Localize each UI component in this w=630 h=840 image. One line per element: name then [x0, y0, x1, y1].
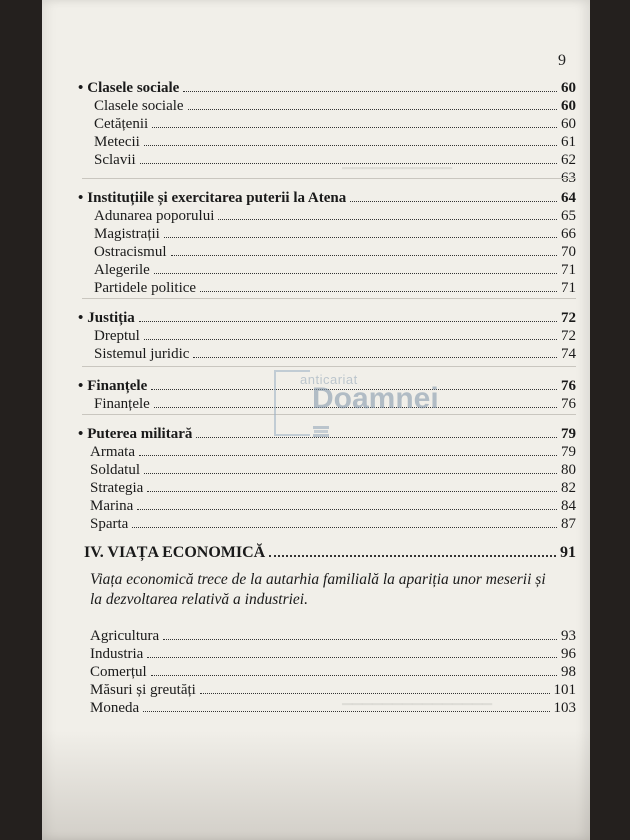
toc-chapter-viata-economica: [84, 544, 576, 564]
page-shadow: [42, 730, 590, 840]
dot-leader: [350, 201, 557, 202]
toc-entry-label: Strategia: [90, 480, 144, 496]
dot-leader: [152, 127, 557, 128]
toc-entry: [94, 134, 576, 152]
page-number: 9: [558, 52, 566, 69]
toc-section-justitia: [78, 310, 576, 330]
toc-page-number: 76: [561, 378, 576, 394]
chapter-intro-text: Viața economică trece de la autarhia familială la apariția unor meserii și la dezvoltarea relativă a industriei.: [90, 571, 546, 608]
toc-page-number: 91: [560, 544, 576, 561]
dot-leader: [132, 527, 557, 528]
book-page: [42, 0, 590, 840]
toc-page-number: 71: [561, 280, 576, 296]
toc-entry: [94, 98, 576, 116]
dot-leader: [147, 491, 557, 492]
dot-leader: [139, 321, 557, 322]
toc-section-title: Instituțiile și exercitarea puterii la Atena: [87, 190, 347, 206]
toc-page-number: 61: [561, 134, 576, 150]
toc-entry: [94, 328, 576, 346]
dot-leader: [200, 291, 557, 292]
toc-entry-label: Sistemul juridic: [94, 346, 190, 362]
bullet-icon: •: [78, 80, 84, 96]
toc-page-number: 93: [561, 628, 576, 644]
show-through-text: ▁▁▁▁▁▁▁▁▁▁▁: [342, 154, 452, 169]
toc-page-number: 101: [553, 682, 576, 698]
toc-entry-label: Marina: [90, 498, 134, 514]
toc-section-clasele-sociale: [78, 80, 576, 100]
toc-entry-label: Industria: [90, 646, 144, 662]
toc-entry: [90, 700, 576, 718]
dot-leader: [188, 109, 557, 110]
watermark-line1: anticariat: [300, 372, 358, 387]
toc-section-title: Puterea militară: [87, 426, 193, 442]
toc-page-number: 79: [561, 444, 576, 460]
toc-entry-label: Soldatul: [90, 462, 141, 478]
dot-leader: [183, 91, 557, 92]
toc-entry: [94, 244, 576, 262]
separator: [82, 178, 576, 179]
toc-entry-label: Finanțele: [94, 396, 150, 412]
dot-leader: [200, 693, 550, 694]
separator: [82, 366, 576, 367]
toc-entry-label: Moneda: [90, 700, 140, 716]
toc-page-number: 72: [561, 310, 576, 326]
dot-leader: [151, 675, 557, 676]
toc-section-title: Justiția: [87, 310, 135, 326]
toc-page-number: 70: [561, 244, 576, 260]
toc-page-number: 65: [561, 208, 576, 224]
toc-page-number: 74: [561, 346, 576, 362]
toc-entry-label: Armata: [90, 444, 135, 460]
toc-section-title: Clasele sociale: [87, 80, 180, 96]
toc-page-number: 84: [561, 498, 576, 514]
toc-entry: [94, 152, 576, 170]
toc-page-number: 82: [561, 480, 576, 496]
toc-entry-label: Comerțul: [90, 664, 147, 680]
toc-entry-label: Metecii: [94, 134, 140, 150]
dot-leader: [144, 473, 557, 474]
dot-leader: [139, 455, 557, 456]
toc-entry-label: Dreptul: [94, 328, 140, 344]
toc-entry-label: Adunarea poporului: [94, 208, 215, 224]
toc-page-number: 60: [561, 98, 576, 114]
toc-entry-label: Sparta: [90, 516, 129, 532]
bullet-icon: •: [78, 426, 84, 442]
toc-page-number: 96: [561, 646, 576, 662]
toc-page-number: 60: [561, 116, 576, 132]
toc-page-number: 63: [561, 170, 576, 186]
toc-entry: [90, 628, 576, 646]
bullet-icon: •: [78, 310, 84, 326]
toc-page-number: 76: [561, 396, 576, 412]
watermark-logo: [274, 370, 454, 450]
dot-leader: [269, 555, 556, 557]
toc-entry-label: Agricultura: [90, 628, 160, 644]
toc-page-number: 79: [561, 426, 576, 442]
dot-leader: [154, 273, 557, 274]
dot-leader: [144, 145, 557, 146]
toc-entry: [90, 682, 576, 700]
toc-page-number: 60: [561, 80, 576, 96]
toc-page-number: 103: [553, 700, 576, 716]
toc-entry: [90, 664, 576, 682]
toc-entry: [422, 170, 576, 188]
toc-page-number: 98: [561, 664, 576, 680]
toc-section-title: Finanțele: [87, 378, 148, 394]
toc-entry-label: Sclavii: [94, 152, 136, 168]
toc-entry-label: Magistrații: [94, 226, 160, 242]
toc-entry-label: Ostracismul: [94, 244, 167, 260]
toc-entry: [90, 498, 576, 516]
toc-entry: [94, 262, 576, 280]
dot-leader: [193, 357, 557, 358]
toc-entry: [94, 116, 576, 134]
dot-leader: [171, 255, 558, 256]
toc-entry-label: Alegerile: [94, 262, 150, 278]
toc-page-number: 72: [561, 328, 576, 344]
toc-chapter-title: IV. VIAȚA ECONOMICĂ: [84, 544, 266, 561]
dot-leader: [163, 639, 557, 640]
dot-leader: [164, 237, 557, 238]
watermark-line2: Doamnei: [312, 382, 439, 415]
toc-page-number: 80: [561, 462, 576, 478]
dot-leader: [147, 657, 557, 658]
toc-page-number: 71: [561, 262, 576, 278]
toc-entry-label: Măsuri și greutăți: [90, 682, 196, 698]
dot-leader: [137, 509, 557, 510]
toc-section-institutiile: [78, 190, 576, 210]
toc-entry: [94, 280, 576, 298]
toc-entry-label: Clasele sociale: [94, 98, 184, 114]
dot-leader: [144, 339, 557, 340]
toc-entry-label: Cetățenii: [94, 116, 149, 132]
bullet-icon: •: [78, 378, 84, 394]
toc-entry: [94, 208, 576, 226]
toc-entry: [94, 226, 576, 244]
books-icon: [312, 424, 330, 438]
toc-page-number: 62: [561, 152, 576, 168]
dot-leader: [140, 163, 557, 164]
toc-entry: [90, 516, 576, 534]
toc-entry: [94, 346, 576, 364]
toc-page-number: 66: [561, 226, 576, 242]
toc-entry-label: Partidele politice: [94, 280, 197, 296]
dot-leader: [218, 219, 557, 220]
show-through-text: ▁▁▁▁▁▁▁▁▁▁▁▁▁▁▁: [342, 690, 492, 705]
bullet-icon: •: [78, 190, 84, 206]
dot-leader: [143, 711, 549, 712]
toc-entry: [90, 480, 576, 498]
toc-entry: [90, 646, 576, 664]
toc-entry: [90, 462, 576, 480]
separator: [82, 298, 576, 299]
toc-page-number: 87: [561, 516, 576, 532]
toc-page-number: 64: [561, 190, 576, 206]
